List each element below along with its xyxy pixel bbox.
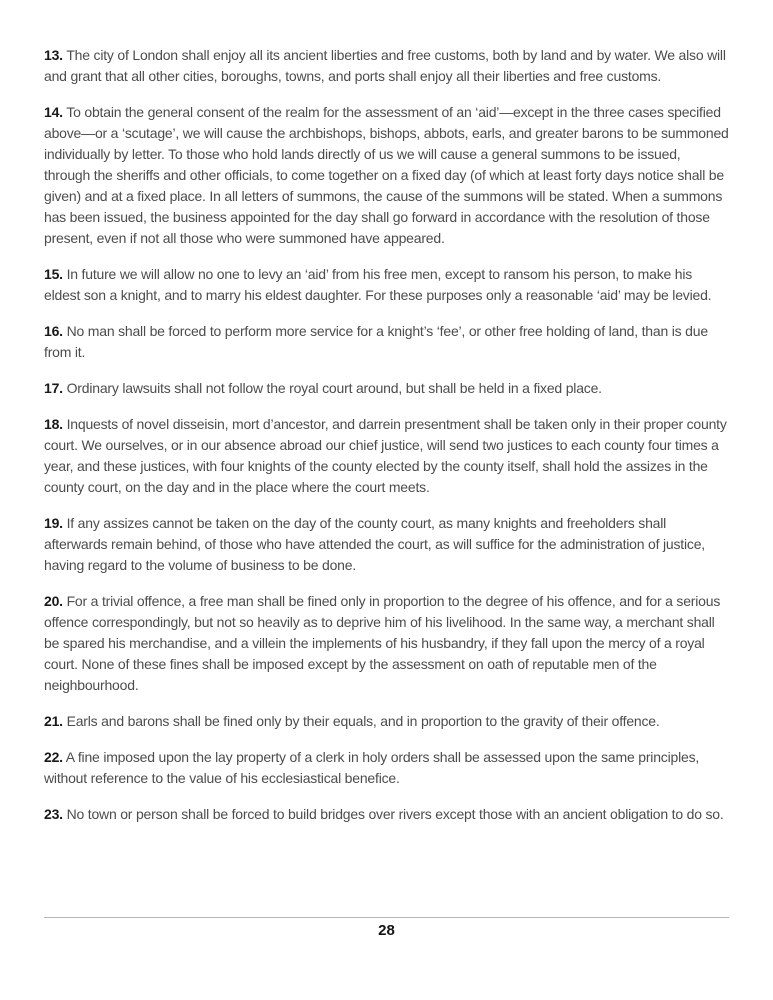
page-footer — [44, 917, 729, 940]
clause-number: 13. — [44, 47, 63, 63]
clauses-body — [44, 45, 729, 840]
clause-text: To obtain the general consent of the realm for the assessment of an ‘aid’—except in the three cases specified above—or a ‘scutage’, we will cause the archbishops, bishops, abbots, earls, and greater barons to be summoned individually by letter. To those who hold lands directly of us we will cause a general summons to be issued, through the sheriffs and other officials, to come together on a fixed day (of which at least forty days notice shall be given) and at a fixed place. In all letters of summons, the cause of the summons will be stated. When a summons has been issued, the business appointed for the day shall go forward in accordance with the resolution of those present, even if not all those who were summoned have appeared. — [44, 104, 729, 246]
clause-number: 20. — [44, 593, 63, 609]
clause-number: 15. — [44, 266, 63, 282]
clause-number: 22. — [44, 749, 63, 765]
clause-number: 19. — [44, 515, 63, 531]
clause-text: A fine imposed upon the lay property of a clerk in holy orders shall be assessed upon the same principles, without reference to the value of his ecclesiastical benefice. — [44, 749, 700, 786]
clause-number: 17. — [44, 380, 63, 396]
clause-text: No man shall be forced to perform more service for a knight’s ‘fee’, or other free holding of land, than is due from it. — [44, 323, 708, 360]
clause-text: For a trivial offence, a free man shall be fined only in proportion to the degree of his offence, and for a serious offence correspondingly, but not so heavily as to deprive him of his livelihood. In the same way, a merchant shall be spared his merchandise, and a villein the implements of his husbandry, if they fall upon the mercy of a royal court. None of these fines shall be imposed except by the assessment on oath of reputable men of the neighbourhood. — [44, 593, 721, 693]
clause-number: 16. — [44, 323, 63, 339]
page-number: 28 — [378, 922, 395, 939]
clause-text: The city of London shall enjoy all its ancient liberties and free customs, both by land and by water. We also will and grant that all other cities, boroughs, towns, and ports shall enjoy all their liberties and free customs. — [44, 47, 726, 84]
clause-20 — [44, 591, 729, 696]
clause-number: 23. — [44, 806, 63, 822]
clause-13 — [44, 45, 729, 87]
clause-16 — [44, 321, 729, 363]
clause-text: Earls and barons shall be fined only by their equals, and in proportion to the gravity of their offence. — [66, 713, 660, 729]
clause-number: 14. — [44, 104, 63, 120]
clause-23 — [44, 804, 729, 825]
clause-number: 18. — [44, 416, 63, 432]
clause-17 — [44, 378, 729, 399]
clause-15 — [44, 264, 729, 306]
clause-14 — [44, 102, 729, 249]
clause-text: Ordinary lawsuits shall not follow the royal court around, but shall be held in a fixed place. — [66, 380, 602, 396]
clause-text: In future we will allow no one to levy an ‘aid’ from his free men, except to ransom his person, to make his eldest son a knight, and to marry his eldest daughter. For these purposes only a reasonable ‘aid’ may be levied. — [44, 266, 712, 303]
clause-text: Inquests of novel disseisin, mort d’ancestor, and darrein presentment shall be taken only in their proper county court. We ourselves, or in our absence abroad our chief justice, will send two justices to each county four times a year, and these justices, with four knights of the county elected by the county itself, shall hold the assizes in the county court, on the day and in the place where the court meets. — [44, 416, 727, 495]
clause-text: If any assizes cannot be taken on the day of the county court, as many knights and freeholders shall afterwards remain behind, of those who have attended the court, as will suffice for the administration of justice, having regard to the volume of business to be done. — [44, 515, 705, 573]
clause-19 — [44, 513, 729, 576]
clause-22 — [44, 747, 729, 789]
clause-18 — [44, 414, 729, 498]
clause-number: 21. — [44, 713, 63, 729]
clause-21 — [44, 711, 729, 732]
clause-text: No town or person shall be forced to build bridges over rivers except those with an ancient obligation to do so. — [66, 806, 724, 822]
